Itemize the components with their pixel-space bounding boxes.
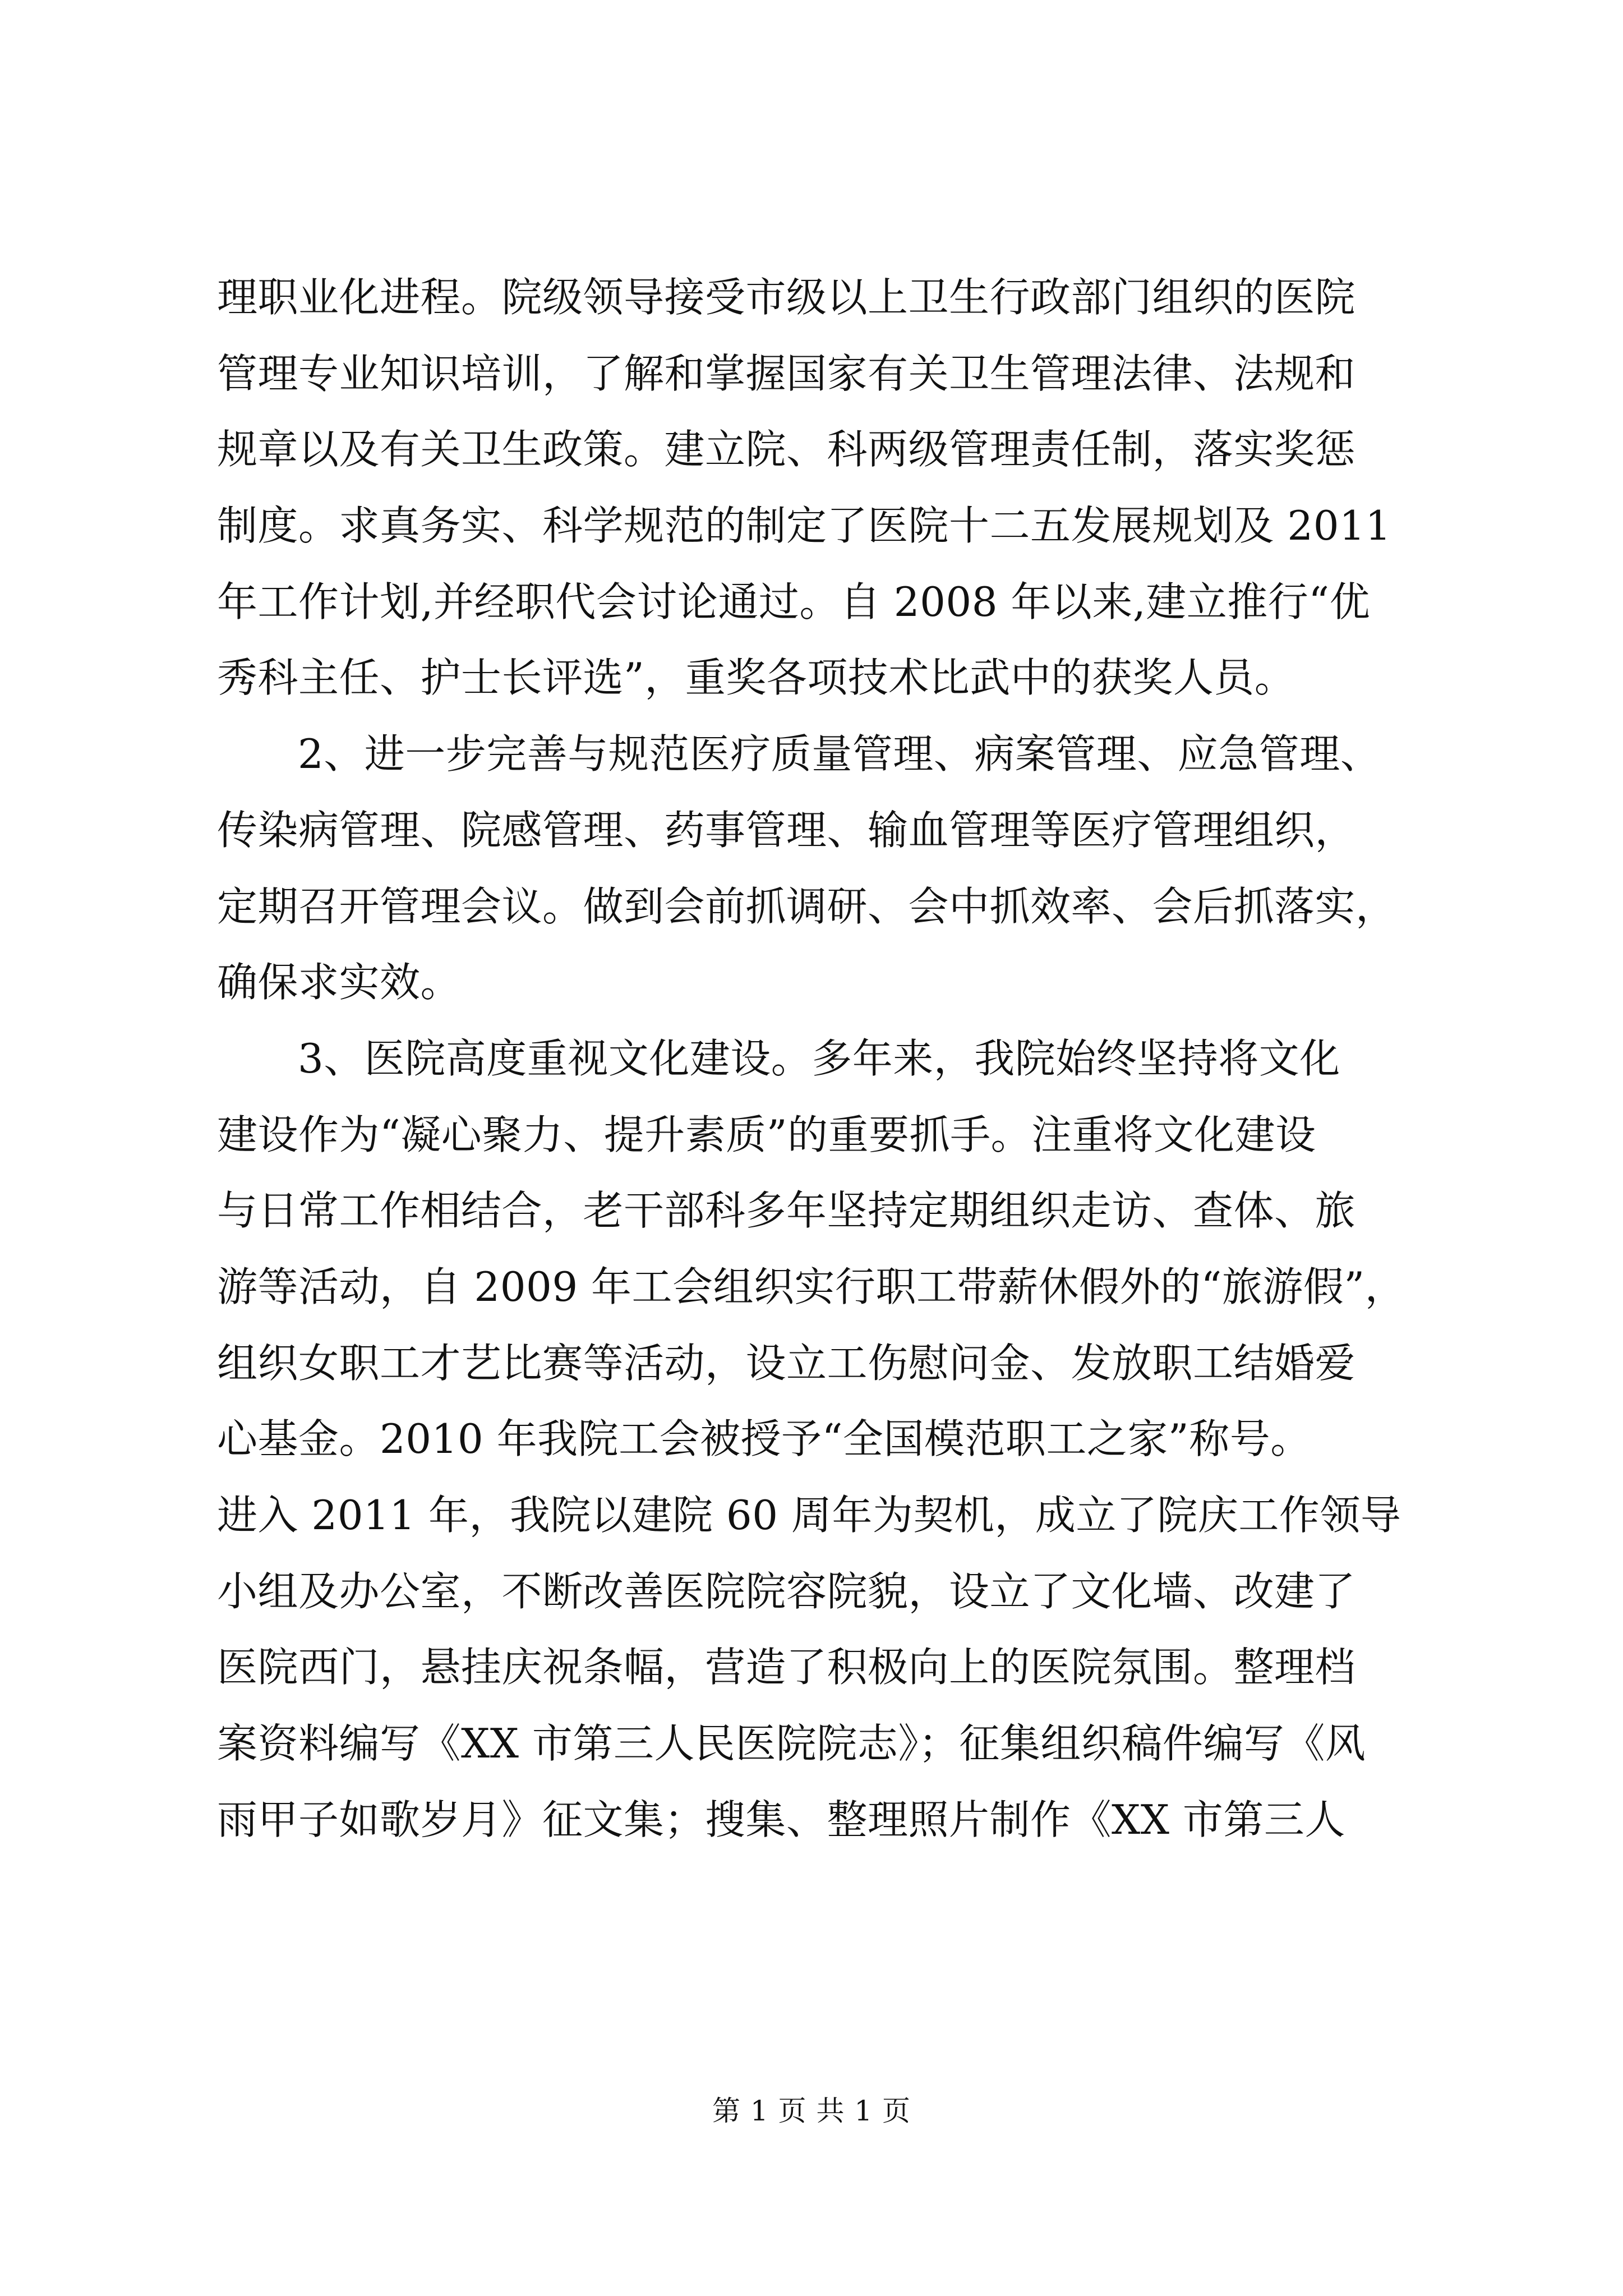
text-line: 定期召开管理会议。做到会前抓调研、会中抓效率、会后抓落实，	[217, 882, 1396, 930]
text-line: 心基金。2010 年我院工会被授予“全国模范职工之家”称号。	[217, 1415, 1311, 1463]
text-line: 传染病管理、院感管理、药事管理、输血管理等医疗管理组织，	[217, 806, 1356, 854]
page-footer	[0, 2091, 1623, 2131]
page-number-label: 第 1 页 共 1 页	[712, 2095, 911, 2127]
text-line: 管理专业知识培训，了解和掌握国家有关卫生管理法律、法规和	[217, 349, 1356, 397]
paragraph-start-line: 2、进一步完善与规范医疗质量管理、病案管理、应急管理、	[298, 730, 1381, 778]
text-line: 医院西门，悬挂庆祝条幅，营造了积极向上的医院氛围。整理档	[217, 1644, 1356, 1691]
text-line: 案资料编写《XX 市第三人民医院院志》；征集组织稿件编写《风	[217, 1720, 1366, 1768]
text-line: 建设作为“凝心聚力、提升素质”的重要抓手。注重将文化建设	[217, 1111, 1316, 1158]
text-line: 进入 2011 年，我院以建院 60 周年为契机，成立了院庆工作领导	[217, 1492, 1401, 1539]
text-line: 确保求实效。	[217, 959, 462, 1006]
text-line: 年工作计划,并经职代会讨论通过。自 2008 年以来,建立推行“优	[217, 578, 1371, 625]
text-line: 规章以及有关卫生政策。建立院、科两级管理责任制，落实奖惩	[217, 426, 1356, 473]
paragraph-start-line: 3、医院高度重视文化建设。多年来，我院始终坚持将文化	[298, 1034, 1340, 1082]
text-line: 组织女职工才艺比赛等活动，设立工伤慰问金、发放职工结婚爱	[217, 1339, 1356, 1387]
text-line: 小组及办公室，不断改善医院院容院貌，设立了文化墙、改建了	[217, 1567, 1356, 1615]
text-line: 秀科主任、护士长评选”，重奖各项技术比武中的获奖人员。	[217, 654, 1295, 702]
document-body	[217, 260, 1456, 1858]
text-line: 游等活动，自 2009 年工会组织实行职工带薪休假外的“旅游假”，	[217, 1263, 1406, 1310]
text-line: 雨甲子如歌岁月》征文集；搜集、整理照片制作《XX 市第三人	[217, 1796, 1345, 1843]
text-line: 理职业化进程。院级领导接受市级以上卫生行政部门组织的医院	[217, 274, 1356, 321]
text-line: 制度。求真务实、科学规范的制定了医院十二五发展规划及 2011	[217, 502, 1391, 550]
text-line: 与日常工作相结合，老干部科多年坚持定期组织走访、查体、旅	[217, 1187, 1356, 1235]
